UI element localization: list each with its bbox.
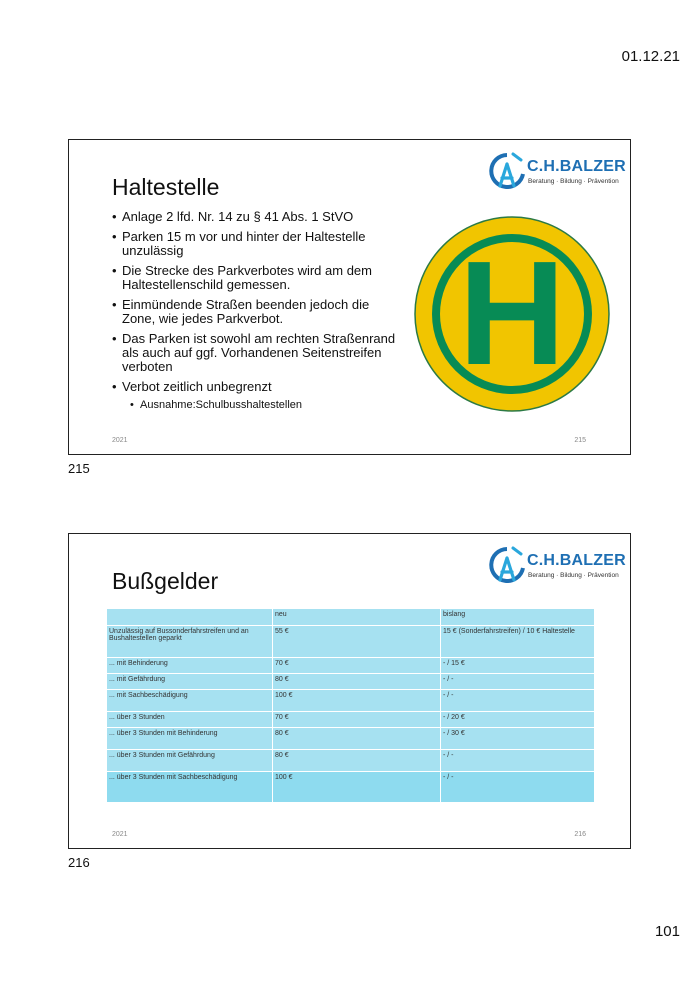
bullet-item: • Einmündende Straßen beenden jedoch die Zone, wie jedes Parkverbot. [112,298,402,326]
logo-mark-icon [489,152,525,192]
bullet-list [112,210,402,418]
table-cell: - / 15 € [441,657,595,673]
table-cell: - / - [441,771,595,802]
table-row [107,689,594,711]
table-cell: 70 € [273,657,441,673]
company-logo [489,546,624,586]
table-header-cell [107,609,273,625]
slide-number-label: 216 [68,855,90,870]
table-cell: 100 € [273,689,441,711]
table-cell: Unzulässig auf Bussonderfahrstreifen und an Bushaltestellen geparkt [107,625,273,657]
table-header-cell: neu [273,609,441,625]
table-row [107,657,594,673]
logo-tagline: Beratung · Bildung · Prävention [528,178,619,185]
page-number: 101 [654,923,680,940]
logo-tagline: Beratung · Bildung · Prävention [528,572,619,579]
table-header-cell: bislang [441,609,595,625]
table-cell: ... mit Behinderung [107,657,273,673]
bullet-item: • Die Strecke des Parkverbotes wird am dem Haltestellenschild gemessen. [112,264,402,292]
bullet-item: • Parken 15 m vor und hinter der Haltestelle unzulässig [112,230,402,258]
table-row [107,711,594,727]
logo-name: C.H.BALZER [527,552,626,569]
bus-stop-sign-icon [413,215,611,413]
table-cell: ... über 3 Stunden mit Sachbeschädigung [107,771,273,802]
table-cell: ... mit Gefährdung [107,673,273,689]
table-cell: ... mit Sachbeschädigung [107,689,273,711]
slide-number-label: 215 [68,461,90,476]
table-cell: ... über 3 Stunden [107,711,273,727]
table-row [107,771,594,802]
table-row [107,625,594,657]
table-cell: 80 € [273,727,441,749]
table-row [107,727,594,749]
bullet-item: • Verbot zeitlich unbegrenzt [112,380,402,394]
sign-letter: H [458,231,566,396]
fines-table [107,609,594,803]
logo-mark-icon [489,546,525,586]
slide-title: Bußgelder [112,568,219,594]
table-cell: 15 € (Sonderfahrstreifen) / 10 € Haltestelle [441,625,595,657]
table-cell: ... über 3 Stunden mit Gefährdung [107,749,273,771]
table-cell: 80 € [273,749,441,771]
slide-haltestelle [68,139,631,455]
table-cell: - / - [441,749,595,771]
table-cell: - / 20 € [441,711,595,727]
page-date: 01.12.21 [621,48,680,65]
slide-footer-year: 2021 [112,437,128,444]
table-cell: - / 30 € [441,727,595,749]
bullet-item: • Das Parken ist sowohl am rechten Straßenrand als auch auf ggf. Vorhandenen Seitenstreifen verboten [112,332,402,374]
bullet-item: • Anlage 2 lfd. Nr. 14 zu § 41 Abs. 1 StVO [112,210,402,224]
table-cell: 100 € [273,771,441,802]
table-cell: ... über 3 Stunden mit Behinderung [107,727,273,749]
table-row [107,749,594,771]
table-row [107,673,594,689]
table-cell: 80 € [273,673,441,689]
table-cell: - / - [441,673,595,689]
table-cell: 55 € [273,625,441,657]
logo-name: C.H.BALZER [527,158,626,175]
sub-bullet-item: • Ausnahme:Schulbusshaltestellen [112,398,402,412]
table-cell: - / - [441,689,595,711]
company-logo [489,152,624,192]
table-header-row [107,609,594,625]
slide-footer-page: 216 [574,831,586,838]
slide-footer-year: 2021 [112,831,128,838]
slide-footer-page: 215 [574,437,586,444]
slide-bussgelder [68,533,631,849]
table-cell: 70 € [273,711,441,727]
slide-title: Haltestelle [112,174,220,200]
